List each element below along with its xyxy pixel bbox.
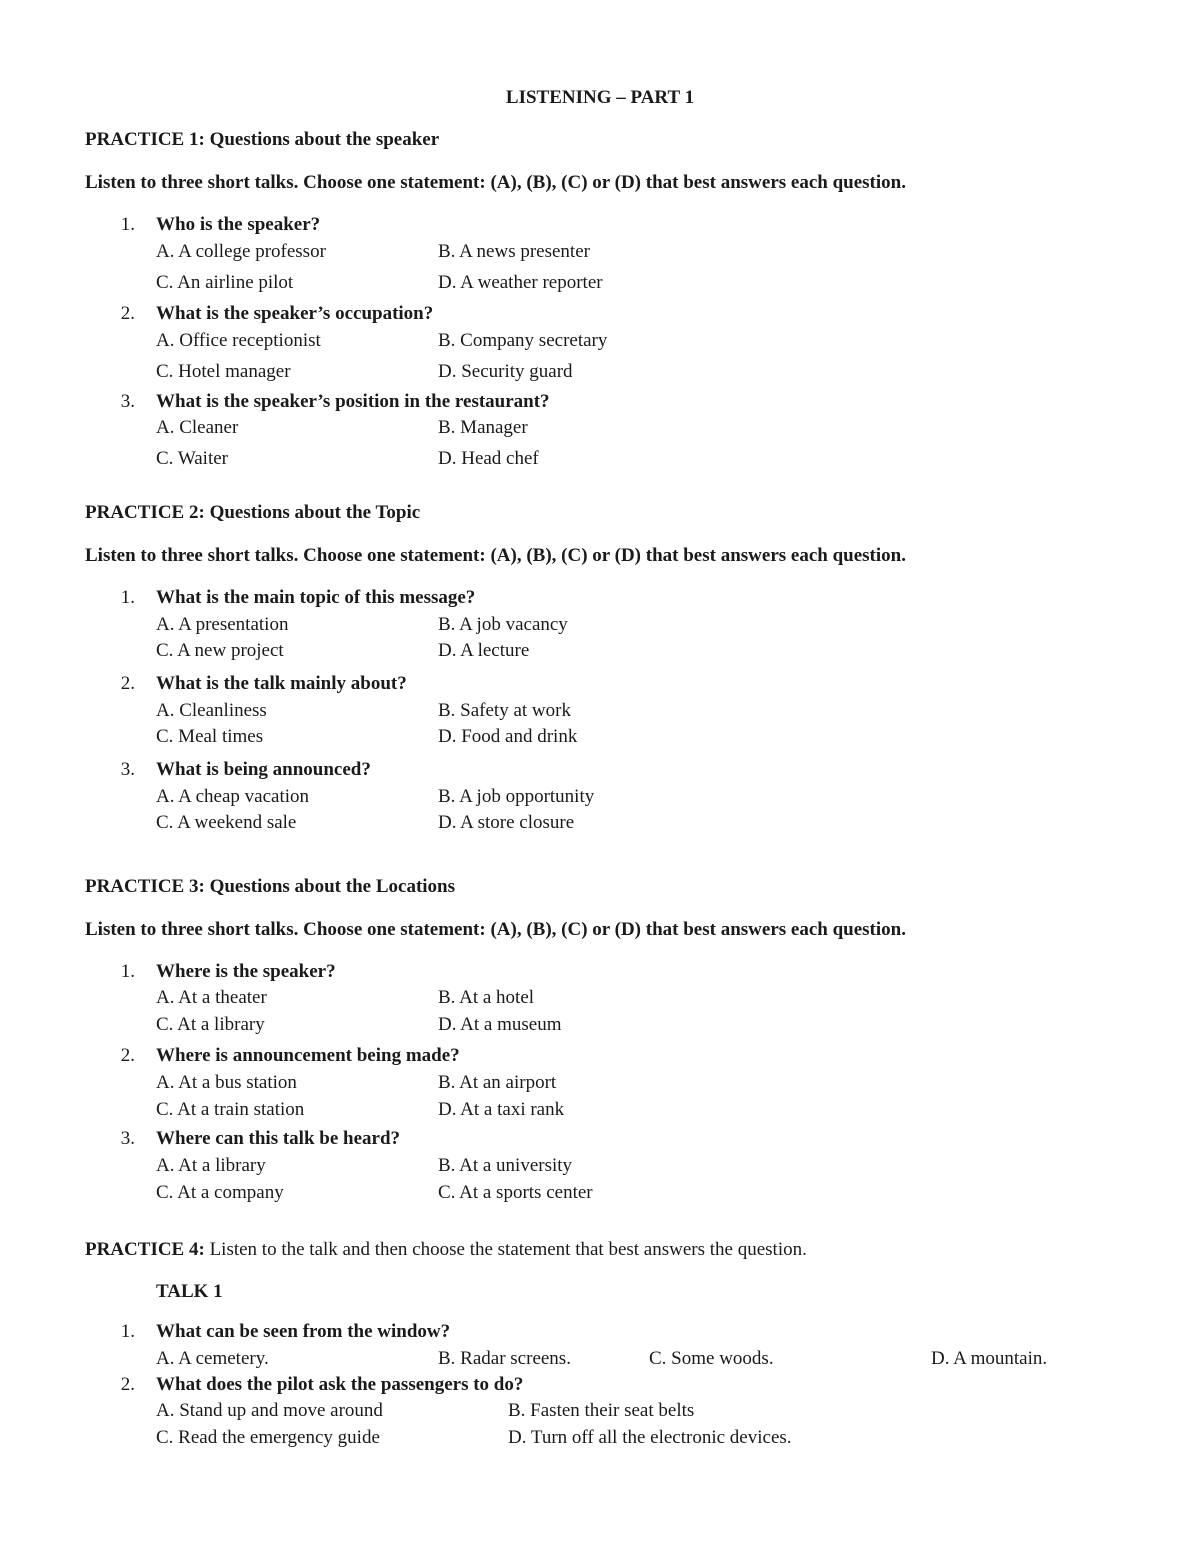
option-a: A. At a theater bbox=[156, 987, 267, 1008]
option-c: C. At a library bbox=[156, 1014, 265, 1035]
option-d: D. A store closure bbox=[438, 812, 575, 833]
option-d: D. A mountain. bbox=[931, 1348, 1048, 1369]
practice-heading: Questions about the Locations bbox=[209, 876, 456, 897]
practice-2-instruction: Listen to three short talks. Choose one statement: (A), (B), (C) or (D) that best answers each question. bbox=[85, 545, 906, 566]
option-a: A. Cleanliness bbox=[156, 700, 267, 721]
option-a: A. Office receptionist bbox=[156, 330, 321, 351]
question-number: 1. bbox=[120, 1321, 135, 1342]
question-number: 2. bbox=[120, 303, 135, 324]
page-title: LISTENING – PART 1 bbox=[505, 87, 695, 108]
option-c: C. An airline pilot bbox=[156, 272, 294, 293]
practice-label: PRACTICE 4: bbox=[85, 1239, 205, 1260]
option-b: B. Manager bbox=[438, 417, 528, 438]
option-d: D. Food and drink bbox=[438, 726, 578, 747]
option-c: C. Hotel manager bbox=[156, 361, 291, 382]
option-d: D. At a museum bbox=[438, 1014, 562, 1035]
question-number: 3. bbox=[120, 759, 135, 780]
practice-4-instruction: Listen to the talk and then choose the statement that best answers the question. bbox=[209, 1239, 807, 1260]
option-c: C. A weekend sale bbox=[156, 812, 297, 833]
option-b: B. Fasten their seat belts bbox=[508, 1400, 695, 1421]
option-c: C. Some woods. bbox=[649, 1348, 774, 1369]
option-d: C. At a sports center bbox=[438, 1182, 593, 1203]
option-c: C. Read the emergency guide bbox=[156, 1427, 380, 1448]
option-d: D. A weather reporter bbox=[438, 272, 603, 293]
option-c: C. A new project bbox=[156, 640, 284, 661]
practice-3-heading bbox=[85, 875, 455, 899]
option-c: C. Meal times bbox=[156, 726, 264, 747]
talk-title: TALK 1 bbox=[156, 1281, 223, 1302]
option-b: B. A job opportunity bbox=[438, 786, 595, 807]
question-number: 3. bbox=[120, 1128, 135, 1149]
option-a: A. A presentation bbox=[156, 614, 289, 635]
question-text: What is being announced? bbox=[156, 759, 371, 780]
question-number: 1. bbox=[120, 961, 135, 982]
question-number: 2. bbox=[120, 673, 135, 694]
question-text: What is the main topic of this message? bbox=[156, 587, 476, 608]
option-a: A. At a bus station bbox=[156, 1072, 297, 1093]
option-a: A. Stand up and move around bbox=[156, 1400, 383, 1421]
question-number: 3. bbox=[120, 391, 135, 412]
practice-label: PRACTICE 3: bbox=[85, 876, 205, 897]
practice-label: PRACTICE 1: bbox=[85, 129, 205, 150]
practice-2-heading bbox=[85, 501, 420, 525]
practice-heading: Questions about the Topic bbox=[209, 502, 421, 523]
question-text: What is the speaker’s occupation? bbox=[156, 303, 434, 324]
option-d: D. Security guard bbox=[438, 361, 573, 382]
question-text: Where can this talk be heard? bbox=[156, 1128, 401, 1149]
option-b: B. A job vacancy bbox=[438, 614, 568, 635]
option-a: A. At a library bbox=[156, 1155, 266, 1176]
option-b: B. A news presenter bbox=[438, 241, 590, 262]
option-d: D. A lecture bbox=[438, 640, 530, 661]
practice-heading: Questions about the speaker bbox=[209, 129, 440, 150]
option-d: D. Turn off all the electronic devices. bbox=[508, 1427, 792, 1448]
option-d: D. Head chef bbox=[438, 448, 539, 469]
option-b: B. At a university bbox=[438, 1155, 573, 1176]
question-text: Where is the speaker? bbox=[156, 961, 336, 982]
option-b: B. At a hotel bbox=[438, 987, 535, 1008]
option-d: D. At a taxi rank bbox=[438, 1099, 565, 1120]
practice-1-instruction: Listen to three short talks. Choose one statement: (A), (B), (C) or (D) that best answers each question. bbox=[85, 172, 906, 193]
option-b: B. Safety at work bbox=[438, 700, 571, 721]
practice-1-heading bbox=[85, 128, 439, 152]
option-a: A. A cheap vacation bbox=[156, 786, 310, 807]
question-number: 2. bbox=[120, 1374, 135, 1395]
option-c: C. Waiter bbox=[156, 448, 228, 469]
option-c: C. At a company bbox=[156, 1182, 284, 1203]
option-a: A. A cemetery. bbox=[156, 1348, 269, 1369]
option-b: B. Radar screens. bbox=[438, 1348, 571, 1369]
practice-4-heading bbox=[85, 1238, 807, 1262]
option-a: A. A college professor bbox=[156, 241, 326, 262]
question-number: 1. bbox=[120, 587, 135, 608]
option-a: A. Cleaner bbox=[156, 417, 239, 438]
question-number: 2. bbox=[120, 1045, 135, 1066]
question-number: 1. bbox=[120, 214, 135, 235]
question-text: What can be seen from the window? bbox=[156, 1321, 451, 1342]
option-b: B. Company secretary bbox=[438, 330, 608, 351]
question-text: What is the speaker’s position in the restaurant? bbox=[156, 391, 550, 412]
practice-3-instruction: Listen to three short talks. Choose one statement: (A), (B), (C) or (D) that best answers each question. bbox=[85, 919, 906, 940]
question-text: Who is the speaker? bbox=[156, 214, 321, 235]
question-text: Where is announcement being made? bbox=[156, 1045, 460, 1066]
option-c: C. At a train station bbox=[156, 1099, 305, 1120]
option-b: B. At an airport bbox=[438, 1072, 557, 1093]
question-text: What does the pilot ask the passengers to do? bbox=[156, 1374, 524, 1395]
question-text: What is the talk mainly about? bbox=[156, 673, 407, 694]
practice-label: PRACTICE 2: bbox=[85, 502, 205, 523]
